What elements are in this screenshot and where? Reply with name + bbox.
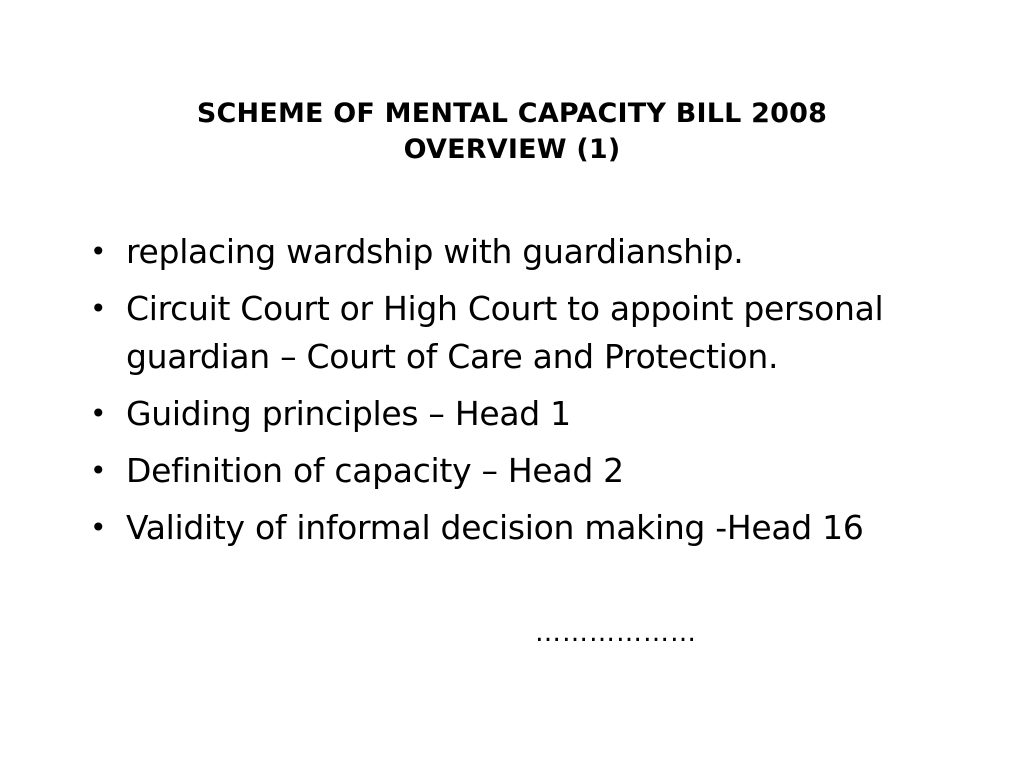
bullet-item-definition-capacity <box>86 447 966 495</box>
continuation-dots: ……………… <box>535 618 697 648</box>
bullet-text: Validity of informal decision making -Head 16 <box>126 508 864 547</box>
bullet-text: Guiding principles – Head 1 <box>126 394 571 433</box>
bullet-icon: • <box>90 397 107 430</box>
bullet-item-wardship <box>86 228 966 276</box>
bullet-list <box>86 228 966 561</box>
slide-title <box>0 96 1024 168</box>
slide-title-line-1: SCHEME OF MENTAL CAPACITY BILL 2008 <box>196 98 828 129</box>
bullet-text: replacing wardship with guardianship. <box>126 232 744 271</box>
bullet-icon: • <box>90 454 107 487</box>
bullet-icon: • <box>90 511 107 544</box>
bullet-item-informal-decision <box>86 504 966 552</box>
bullet-text: Circuit Court or High Court to appoint personal guardian – Court of Care and Protection. <box>126 289 884 376</box>
bullet-item-guiding-principles <box>86 390 966 438</box>
slide-title-line-2: OVERVIEW (1) <box>403 134 621 165</box>
bullet-icon: • <box>90 235 107 268</box>
bullet-text: Definition of capacity – Head 2 <box>126 451 624 490</box>
bullet-icon: • <box>90 292 107 325</box>
bullet-item-court <box>86 285 966 381</box>
